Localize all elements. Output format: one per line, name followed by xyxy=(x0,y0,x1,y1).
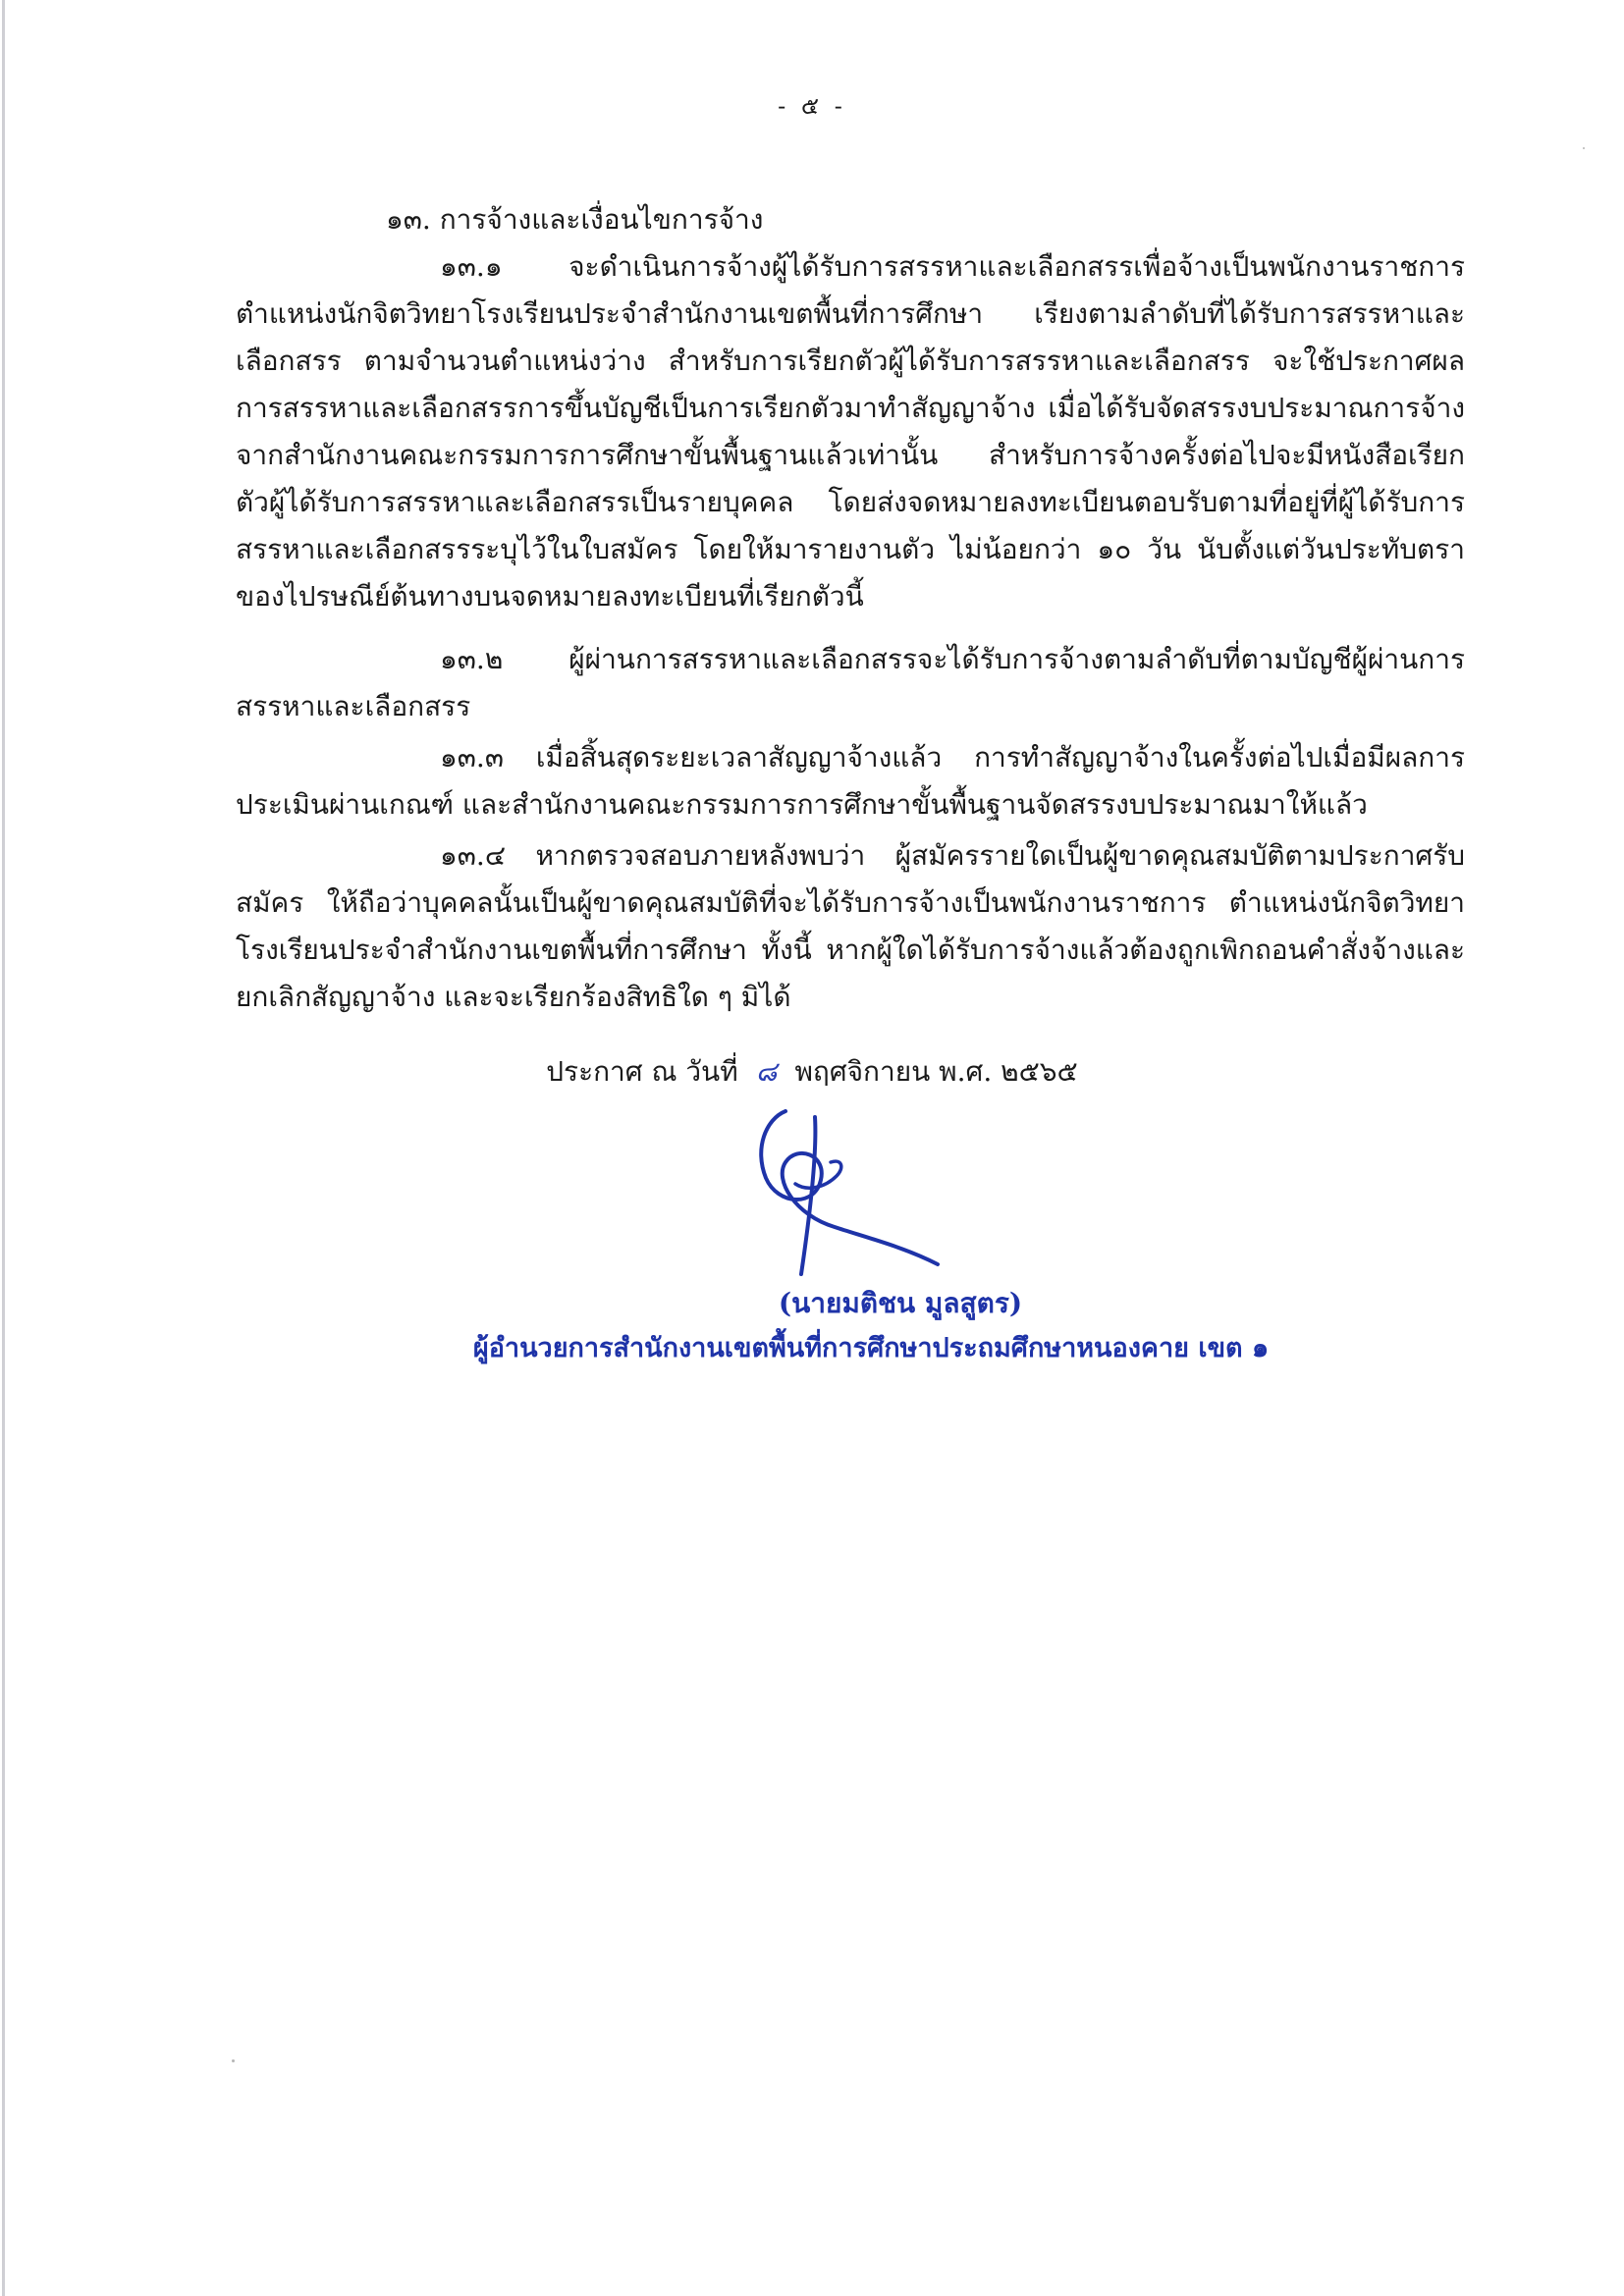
section-heading: ๑๓. การจ้างและเงื่อนไขการจ้าง xyxy=(386,203,764,236)
paragraph-13-2: ๑๓.๒ ผู้ผ่านการสรรหาและเลือกสรรจะได้รับการจ้างตามลำดับที่ตามบัญชีผู้ผ่านการสรรหาและเลือกสรร xyxy=(236,643,1465,722)
announcement-suffix: พฤศจิกายน พ.ศ. ๒๕๖๕ xyxy=(794,1055,1078,1088)
scan-edge xyxy=(2,0,5,2296)
paragraph-13-4: ๑๓.๔ หากตรวจสอบภายหลังพบว่า ผู้สมัครรายใดเป็นผู้ขาดคุณสมบัติตามประกาศรับสมัคร ให้ถือว่าบุคคลนั้นเป็นผู้ขาดคุณสมบัติที่จะได้รับการจ้างเป็นพนักงานราชการ ตำแหน่งนักจิตวิทยาโรงเรียนประจำสำนักงานเขตพื้นที่การศึกษา ทั้งนี้ หากผู้ใดได้รับการจ้างแล้วต้องถูกเพิกถอนคำสั่งจ้างและยกเลิกสัญญาจ้าง และจะเรียกร้องสิทธิใด ๆ มิได้ xyxy=(236,839,1465,1013)
body-section-13-1 xyxy=(236,243,1465,620)
paragraph-13-3: ๑๓.๓ เมื่อสิ้นสุดระยะเวลาสัญญาจ้างแล้ว การทำสัญญาจ้างในครั้งต่อไปเมื่อมีผลการประเมินผ่านเกณฑ์ และสำนักงานคณะกรรมการการศึกษาขั้นพื้นฐานจัดสรรงบประมาณมาให้แล้ว xyxy=(236,741,1465,821)
handwritten-signature xyxy=(727,1090,943,1286)
page-number: - ๕ - xyxy=(778,92,846,120)
announcement-prefix: ประกาศ ณ วันที่ xyxy=(546,1055,738,1088)
announcement-day: ๘ xyxy=(755,1055,778,1088)
signer-name: (นายมติชน มูลสูตร) xyxy=(778,1287,1023,1319)
body-section-13-4 xyxy=(236,832,1465,1021)
announcement-date-line xyxy=(0,1048,1624,1095)
body-section-13-3 xyxy=(236,734,1465,828)
scan-speck xyxy=(232,2059,235,2062)
signer-position: ผู้อำนวยการสำนักงานเขตพื้นที่การศึกษาประถมศึกษาหนองคาย เขต ๑ xyxy=(472,1333,1270,1363)
scan-speck xyxy=(1583,147,1585,149)
paragraph-13-1: ๑๓.๑ จะดำเนินการจ้างผู้ได้รับการสรรหาและเลือกสรรเพื่อจ้างเป็นพนักงานราชการ ตำแหน่งนักจิตวิทยาโรงเรียนประจำสำนักงานเขตพื้นที่การศึกษา เรียงตามลำดับที่ได้รับการสรรหาและเลือกสรร ตามจำนวนตำแหน่งว่าง สำหรับการเรียกตัวผู้ได้รับการสรรหาและเลือกสรร จะใช้ประกาศผลการสรรหาและเลือกสรรการขึ้นบัญชีเป็นการเรียกตัวมาทำสัญญาจ้าง เมื่อได้รับจัดสรรงบประมาณการจ้างจากสำนักงานคณะกรรมการการศึกษาขั้นพื้นฐานแล้วเท่านั้น สำหรับการจ้างครั้งต่อไปจะมีหนังสือเรียกตัวผู้ได้รับการสรรหาและเลือกสรรเป็นรายบุคคล โดยส่งจดหมายลงทะเบียนตอบรับตามที่อยู่ที่ผู้ได้รับการสรรหาและเลือกสรรระบุไว้ในใบสมัคร โดยให้มารายงานตัว ไม่น้อยกว่า ๑๐ วัน นับตั้งแต่วันประทับตราของไปรษณีย์ต้นทางบนจดหมายลงทะเบียนที่เรียกตัวนี้ xyxy=(236,250,1465,613)
body-section-13-2 xyxy=(236,636,1465,730)
signer-block xyxy=(0,1281,1624,1371)
